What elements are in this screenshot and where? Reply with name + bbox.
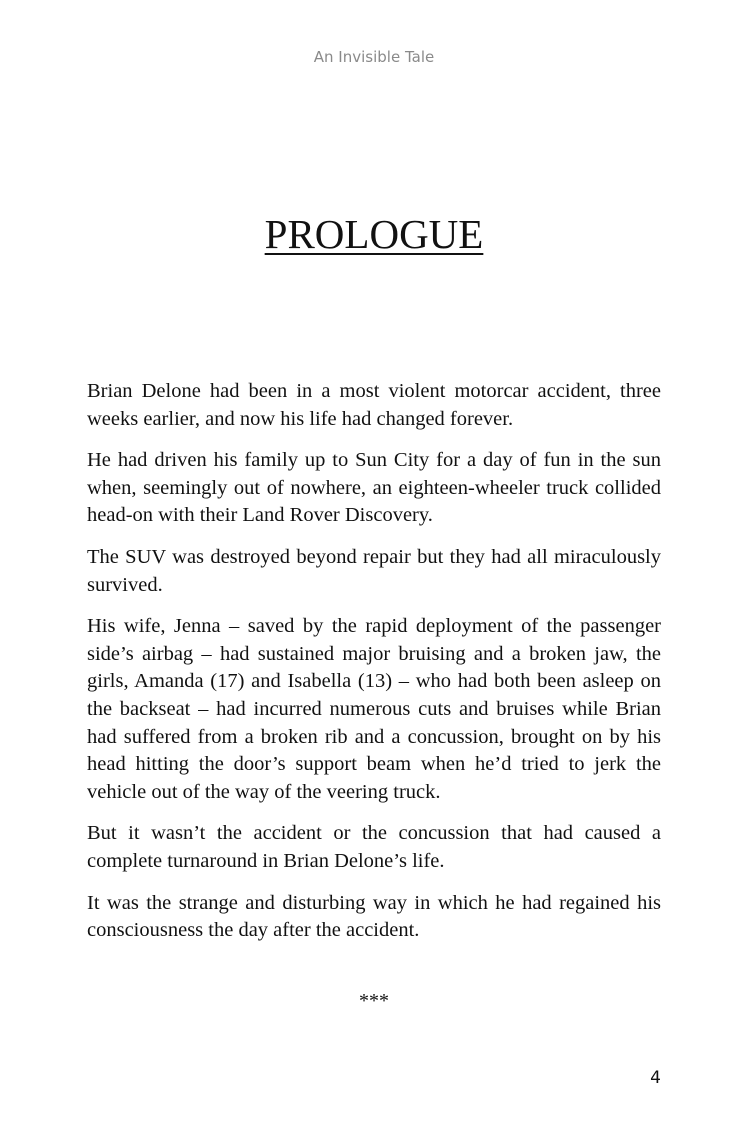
- scene-break: ***: [359, 990, 389, 1012]
- running-header: An Invisible Tale: [313, 48, 435, 66]
- chapter-title: [0, 210, 748, 258]
- page-number: 4: [650, 1068, 661, 1088]
- paragraph: His wife, Jenna – saved by the rapid deployment of the passenger side’s airbag – had sustained major bruising and a broken jaw, the girls, Amanda (17) and Isabella (13) – who had both been asleep on the backseat – had incurred numerous cuts and bruises while Brian had suffered from a broken rib and a concussion, brought on by his head hitting the door’s support beam when he’d tried to jerk the vehicle out of the way of the veering truck.: [87, 615, 661, 803]
- paragraph: Brian Delone had been in a most violent motorcar accident, three weeks earlier, and now his life had changed forever.: [87, 380, 661, 430]
- paragraph: It was the strange and disturbing way in which he had regained his consciousness the day after the accident.: [87, 891, 661, 942]
- paragraph: The SUV was destroyed beyond repair but they had all miraculously survived.: [87, 545, 661, 596]
- body-text: [87, 378, 661, 959]
- paragraph: He had driven his family up to Sun City for a day of fun in the sun when, seemingly out of nowhere, an eighteen-wheeler truck collided head-on with their Land Rover Discovery.: [87, 449, 661, 527]
- chapter-title-text: PROLOGUE: [264, 211, 484, 257]
- paragraph: But it wasn’t the accident or the concussion that had caused a complete turnaround in Brian Delone’s life.: [87, 822, 661, 872]
